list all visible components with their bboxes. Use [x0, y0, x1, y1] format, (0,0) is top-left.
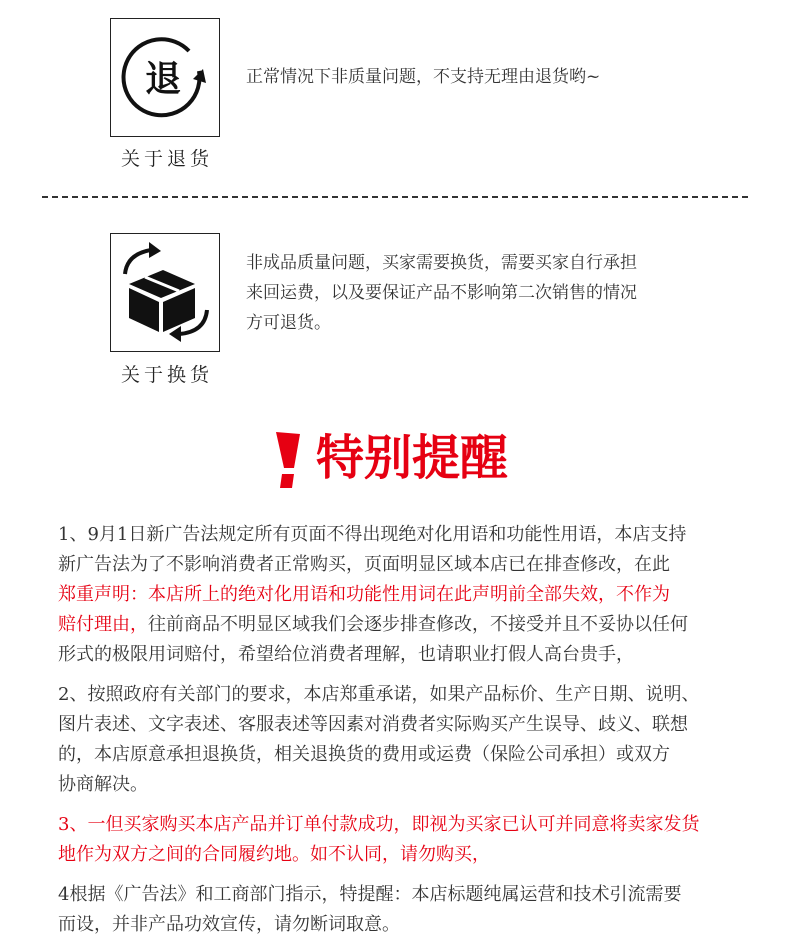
exchange-icon-box [110, 233, 220, 352]
p2-line-2: 图片表述、文字表述、客服表述等因素对消费者实际购买产生误导、歧义、联想 [58, 714, 688, 735]
notice-title: 特别提醒 [316, 430, 509, 486]
p1-line-4 [58, 610, 738, 640]
p3-line-2: 地作为双方之间的合同履约地。如不认同，请勿购买， [58, 844, 490, 865]
notice-paragraph-3 [58, 810, 738, 870]
p1-line-4-rest: 往前商品不明显区域我们会逐步排查修改，不接受并且不妥协以任何 [148, 614, 688, 635]
exclamation-icon [268, 430, 312, 492]
return-icon-glyph: 退 [144, 59, 182, 100]
p4-line-1: 4根据《广告法》和工商部门指示，特提醒：本店标题纯属运营和技术引流需要 [58, 884, 682, 905]
exchange-caption: 关于换货 [120, 364, 213, 386]
return-icon-box [110, 18, 220, 137]
p3-line-1: 3、一但买家购买本店产品并订单付款成功，即视为买家已认可并同意将卖家发货 [58, 814, 700, 835]
section-divider [42, 196, 748, 198]
p2-line-4: 协商解决。 [58, 774, 148, 795]
p4-line-2: 而设，并非产品功效宣传，请勿断词取意。 [58, 914, 400, 935]
return-caption: 关于退货 [120, 148, 213, 170]
p1-line-2: 新广告法为了不影响消费者正常购买，页面明显区域本店已在排查修改，在此 [58, 554, 670, 575]
p2-line-3: 的，本店原意承担退换货，相关退换货的费用或运费（保险公司承担）或双方 [58, 744, 670, 765]
return-icon [111, 19, 219, 136]
p1-line-5: 形式的极限用词赔付，希望给位消费者理解，也请职业打假人高台贵手， [58, 644, 634, 665]
p1-line-1: 1、9月1日新广告法规定所有页面不得出现绝对化用语和功能性用语，本店支持 [58, 524, 687, 545]
return-policy-text: 正常情况下非质量问题，不支持无理由退货哟~ [246, 67, 601, 87]
notice-paragraph-2 [58, 680, 738, 800]
exchange-line-1: 非成品质量问题，买家需要换货，需要买家自行承担 [246, 253, 637, 273]
p2-line-1: 2、按照政府有关部门的要求，本店郑重承诺，如果产品标价、生产日期、说明、 [58, 684, 700, 705]
exchange-policy-text [246, 248, 637, 338]
notice-paragraph-1 [58, 520, 738, 670]
notice-paragraph-4 [58, 880, 738, 940]
p1-line-4-red: 赔付理由， [58, 614, 148, 635]
p1-line-3-red: 郑重声明：本店所上的绝对化用语和功能性用词在此声明前全部失效，不作为 [58, 584, 670, 605]
exchange-line-3: 方可退货。 [246, 313, 331, 333]
exchange-line-2: 来回运费，以及要保证产品不影响第二次销售的情况 [246, 283, 637, 303]
exchange-icon [111, 234, 219, 351]
